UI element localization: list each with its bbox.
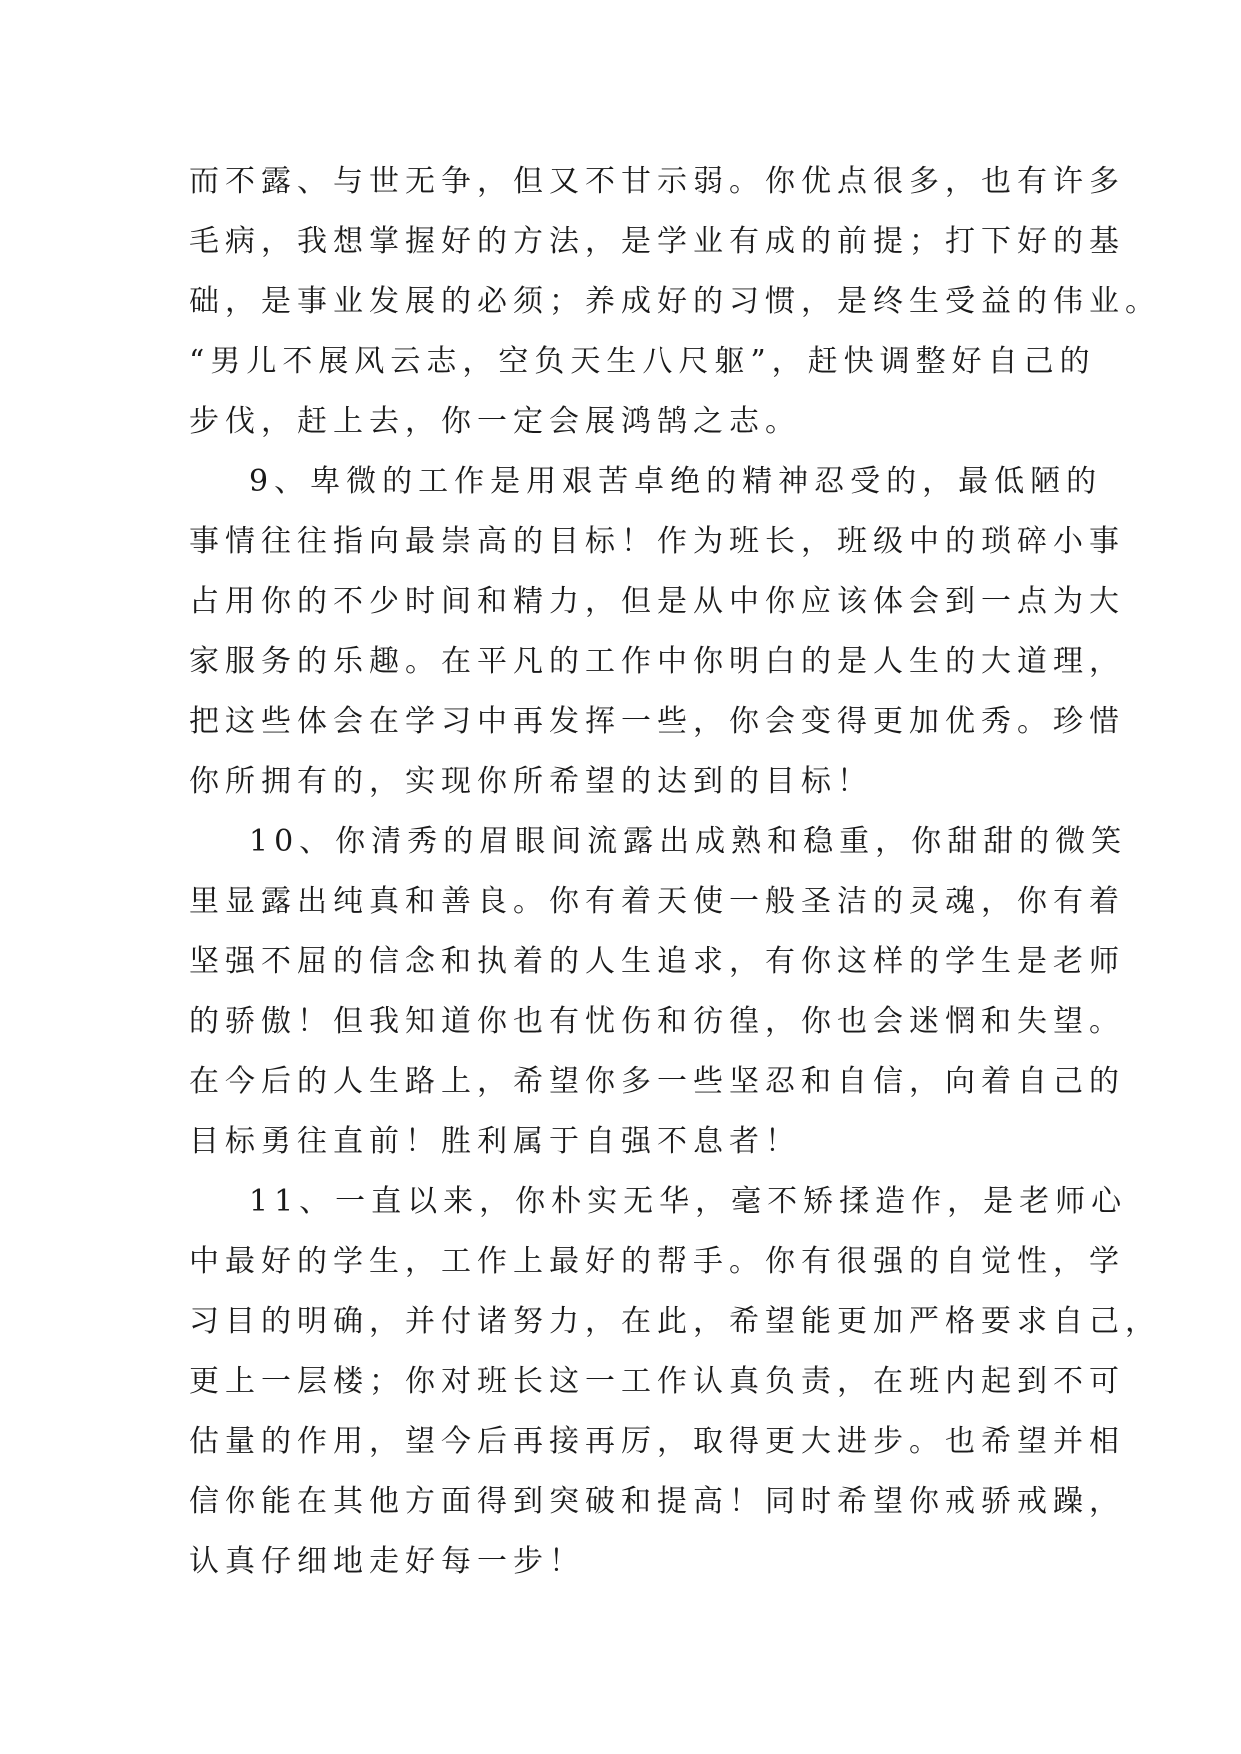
text-line: 里显露出纯真和善良。你有着天使一般圣洁的灵魂，你有着 (189, 884, 1125, 919)
paragraph-10-first-line: 10、你清秀的眉眼间流露出成熟和稳重，你甜甜的微笑 (249, 824, 1128, 859)
text-line: 把这些体会在学习中再发挥一些，你会变得更加优秀。珍惜 (189, 704, 1125, 739)
document-body (189, 152, 1161, 1592)
paragraph-9-first-line: 9、卑微的工作是用艰苦卓绝的精神忍受的，最低陋的 (249, 464, 1103, 499)
text-line: 信你能在其他方面得到突破和提高！同时希望你戒骄戒躁， (189, 1484, 1125, 1519)
text-line: 坚强不屈的信念和执着的人生追求，有你这样的学生是老师 (189, 944, 1125, 979)
text-line: 在今后的人生路上，希望你多一些坚忍和自信，向着自己的 (189, 1064, 1125, 1099)
text-line: 中最好的学生，工作上最好的帮手。你有很强的自觉性，学 (189, 1244, 1125, 1279)
text-line: “男儿不展风云志，空负天生八尺躯”，赶快调整好自己的 (189, 344, 1096, 379)
text-line: 础，是事业发展的必须；养成好的习惯，是终生受益的伟业。 (189, 284, 1161, 319)
text-line: 步伐，赶上去，你一定会展鸿鹄之志。 (189, 404, 801, 439)
text-line: 而不露、与世无争，但又不甘示弱。你优点很多，也有许多 (189, 164, 1125, 199)
text-line: 你所拥有的，实现你所希望的达到的目标！ (189, 764, 873, 799)
text-line: 事情往往指向最崇高的目标！作为班长，班级中的琐碎小事 (189, 524, 1125, 559)
text-line: 估量的作用，望今后再接再厉，取得更大进步。也希望并相 (189, 1424, 1125, 1459)
text-line: 习目的明确，并付诸努力，在此，希望能更加严格要求自己， (189, 1304, 1161, 1339)
text-line: 家服务的乐趣。在平凡的工作中你明白的是人生的大道理， (189, 644, 1125, 679)
text-line: 占用你的不少时间和精力，但是从中你应该体会到一点为大 (189, 584, 1125, 619)
paragraph-11-first-line: 11、一直以来，你朴实无华，毫不矫揉造作，是老师心 (249, 1184, 1128, 1219)
text-line: 认真仔细地走好每一步！ (189, 1544, 585, 1579)
text-line: 的骄傲！但我知道你也有忧伤和彷徨，你也会迷惘和失望。 (189, 1004, 1125, 1039)
text-line: 更上一层楼；你对班长这一工作认真负责，在班内起到不可 (189, 1364, 1125, 1399)
text-line: 目标勇往直前！胜利属于自强不息者！ (189, 1124, 801, 1159)
text-line: 毛病，我想掌握好的方法，是学业有成的前提；打下好的基 (189, 224, 1125, 259)
